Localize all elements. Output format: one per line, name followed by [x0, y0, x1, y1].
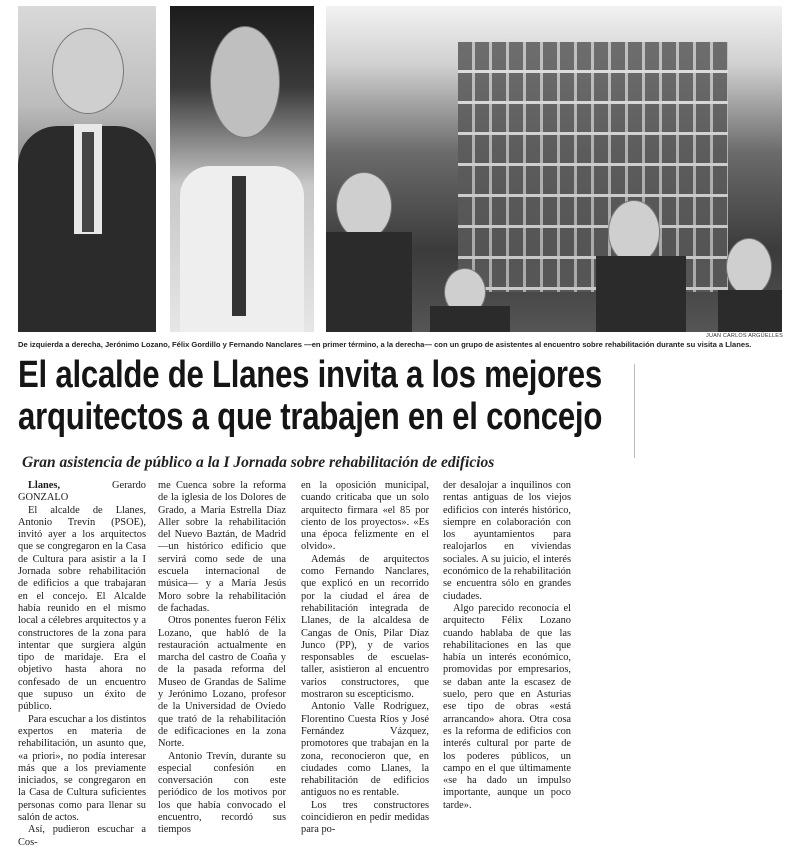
article-column-1 — [18, 480, 146, 848]
paragraph: Además de arquitectos como Fernando Nanclares, que explicó en un recorrido por la ciudad el área de rehabilitación integrada de Llanes, de la alcaldesa de Cangas de Onís, Pilar Díaz Junco (PP), y de varios responsables de escuelas-taller, asistieron al encuentro varios constructores, que mostraron su escepticismo. — [301, 553, 429, 701]
byline — [18, 480, 146, 505]
paragraph: Antonio Trevín, durante su especial confesión en conversación con este periódico de los motivos por los que había convocado el encuentro, recordó sus tiempos — [158, 750, 286, 836]
paragraph: der desalojar a inquilinos con rentas antiguas de los viejos edificios con interés histórico, siempre en colaboración con los ayuntamientos para realojarlos en viviendas sociales. A su juicio, el interés económico de la rehabilitación se encuentra sólo en grandes ciudades. — [443, 480, 571, 602]
paragraph: Otros ponentes fueron Félix Lozano, que habló de la restauración actualmente en marcha del castro de Coaña y de la pasada reforma del Museo de Grandas de Salime y Jerónimo Lozano, profesor de la Universidad de Oviedo que trató de la rehabilitación de edificaciones en la zona Norte. — [158, 615, 286, 750]
paragraph: Los tres constructores coincidieron en pedir medidas para po- — [301, 799, 429, 836]
photo-caption: De izquierda a derecha, Jerónimo Lozano, Félix Gordillo y Fernando Nanclares —en primer término, a la derecha— con un grupo de asistentes al encuentro sobre rehabilitación durante su visita a Llanes. — [18, 340, 752, 349]
paragraph: El alcalde de Llanes, Antonio Trevín (PSOE), invitó ayer a los arquitectos que se congregaron en la Casa de Cultura para asistir a la I Jornada sobre rehabilitación de edificios a que trabajaran en el concejo. El Alcalde había reunido en el mismo local a célebres arquitectos y a constructores de la zona para intentar que surgiera algún tipo de maridaje. Era el objetivo hasta ahora no confesado de un encuentro que supuso un éxito de público. — [18, 504, 146, 713]
headline — [18, 354, 603, 438]
headline-line-1: El alcalde de Llanes invita a los mejores — [18, 354, 602, 396]
building-facade — [458, 42, 728, 292]
article-body — [18, 480, 630, 848]
byline-place: Llanes, — [28, 480, 61, 491]
article-column-2 — [158, 480, 286, 836]
paragraph: Para escuchar a los distintos expertos en materia de rehabilitación, un asunto que, «a priori», no podía interesar más que a los previamente iniciados, se congregaron en la Casa de Cultura suficientes personas como para llenar su salón de actos. — [18, 713, 146, 824]
article-column-4 — [443, 480, 571, 811]
right-divider — [634, 364, 635, 458]
subheadline: Gran asistencia de público a la I Jornada sobre rehabilitación de edificios — [22, 454, 495, 471]
photo-felix-gordillo — [170, 6, 314, 332]
paragraph: me Cuenca sobre la reforma de la iglesia de los Dolores de Grado, a María Estrella Díaz Aller sobre la rehabilitación del Nuevo Baztán, de Madrid —un histórico edificio que servirá como sede de una escuela internacional de música— y a María Jesús Moro sobre la rehabilitación de fachadas. — [158, 480, 286, 614]
byline-author: Gerardo GONZALO — [18, 480, 146, 504]
photo-jeronimo-lozano — [18, 6, 156, 332]
paragraph: Antonio Valle Rodríguez, Florentino Cuesta Ríos y José Fernández Vázquez, promotores que trabajan en la zona, reconocieron que, en ciudades como Llanes, la rehabilitación de edificios antiguos no es rentable. — [301, 701, 429, 799]
headline-line-2: arquitectos a que trabajen en el concejo — [18, 396, 603, 438]
article-column-3 — [301, 480, 429, 836]
photo-group-building — [326, 6, 782, 332]
paragraph: Algo parecido reconocía el arquitecto Félix Lozano cuando hablaba de que las rehabilitaciones en las que había un interés económico, promovidas por empresarios, se daban ante la escasez de suelo, pero que en Asturias ese tipo de obras «está arrancando» ahora. Otra cosa es la reforma de edificios con interés cultural por parte de los poderes públicos, un campo en el que últimamente «se ha dado un impulso importante, aunque un poco tarde». — [443, 602, 571, 811]
paragraph: en la oposición municipal, cuando criticaba que un solo arquitecto firmara «el 85 por ciento de los proyectos». «Es una época felizmente en el olvido». — [301, 480, 429, 553]
paragraph: Así, pudieron escuchar a Cos- — [18, 824, 146, 848]
photo-credit: JUAN CARLOS ARGÜELLES — [706, 333, 783, 339]
